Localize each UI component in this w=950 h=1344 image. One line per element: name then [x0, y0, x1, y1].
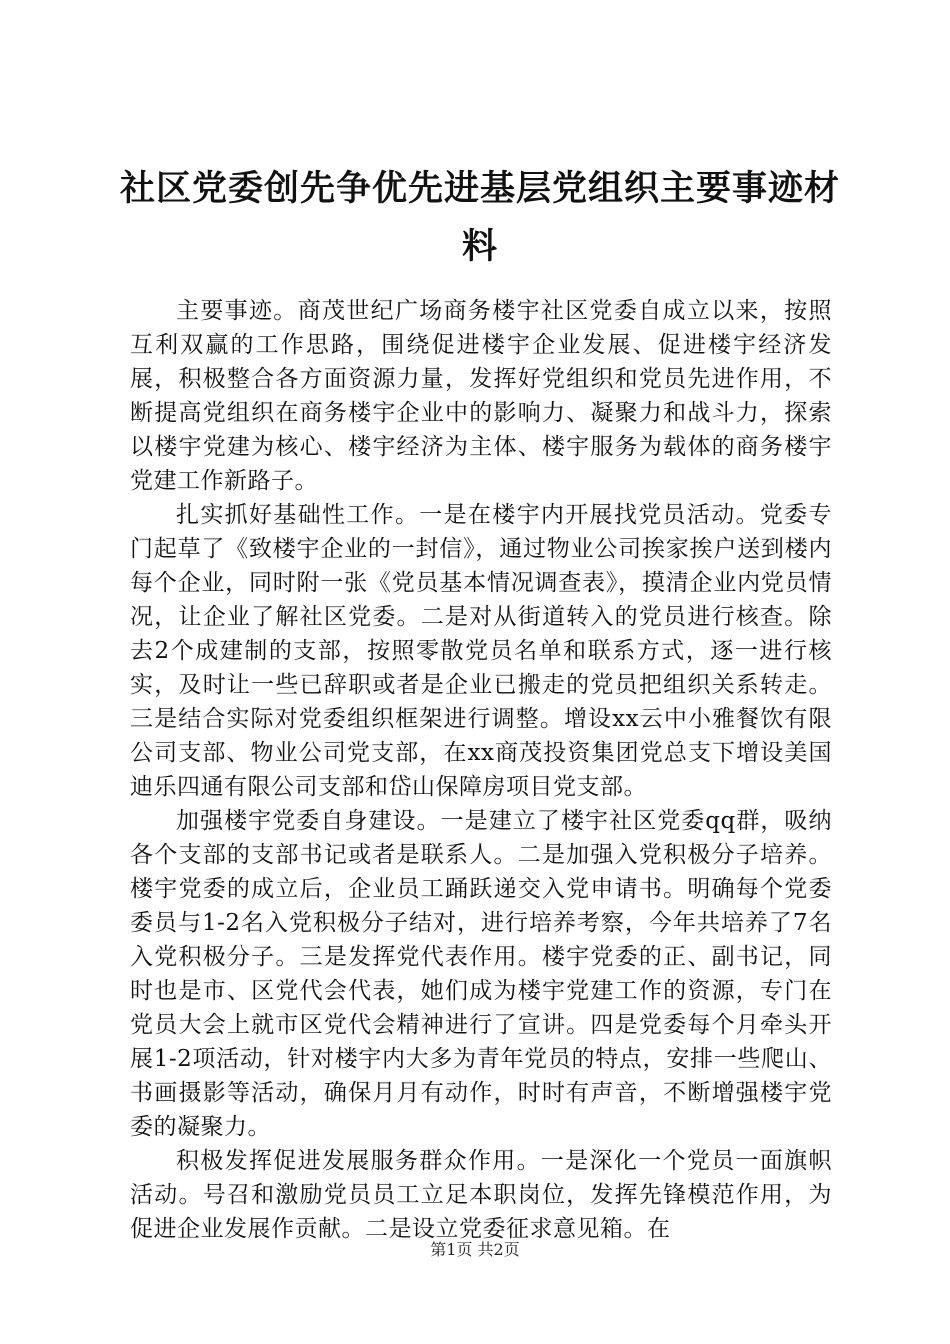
paragraph-main-deeds: 主要事迹。商茂世纪广场商务楼宇社区党委自成立以来，按照互利双赢的工作思路，围绕促进楼宇企业发展、促进楼宇经济发展，积极整合各方面资源力量，发挥好党组织和党员先进作用，不断提高党组织在商务楼宇企业中的影响力、凝聚力和战斗力，探索以楼宇党建为核心、楼宇经济为主体、楼宇服务为载体的商务楼宇党建工作新路子。	[130, 298, 832, 494]
document-body	[130, 294, 832, 1246]
paragraph-basic-work: 扎实抓好基础性工作。一是在楼宇内开展找党员活动。党委专门起草了《致楼宇企业的一封信》，通过物业公司挨家挨户送到楼内每个企业，同时附一张《党员基本情况调查表》，摸清企业内党员情况，让企业了解社区党委。二是对从街道转入的党员进行核查。除去2个成建制的支部，按照零散党员名单和联系方式，逐一进行核实，及时让一些已辞职或者是企业已搬走的党员把组织关系转走。三是结合实际对党委组织框架进行调整。增设xx云中小雅餐饮有限公司支部、物业公司党支部，在xx商茂投资集团党总支下增设美国迪乐四通有限公司支部和岱山保障房项目党支部。	[130, 502, 832, 800]
document-title: 社区党委创先争优先进基层党组织主要事迹材料	[120, 168, 841, 267]
page-number-footer: 第1页 共2页	[430, 1240, 520, 1259]
paragraph-service-role: 积极发挥促进发展服务群众作用。一是深化一个党员一面旗帜活动。号召和激励党员员工立足本职岗位，发挥先锋模范作用，为促进企业发展作贡献。二是设立党委征求意见箱。在	[130, 1148, 832, 1242]
paragraph-self-building: 加强楼宇党委自身建设。一是建立了楼宇社区党委qq群，吸纳各个支部的支部书记或者是联系人。二是加强入党积极分子培养。楼宇党委的成立后，企业员工踊跃递交入党申请书。明确每个党委委员与1-2名入党积极分子结对，进行培养考察，今年共培养了7名入党积极分子。三是发挥党代表作用。楼宇党委的正、副书记，同时也是市、区党代会代表，她们成为楼宇党建工作的资源，专门在党员大会上就市区党代会精神进行了宣讲。四是党委每个月牵头开展1-2项活动，针对楼宇内大多为青年党员的特点，安排一些爬山、书画摄影等活动，确保月月有动作，时时有声音，不断增强楼宇党委的凝聚力。	[130, 808, 832, 1140]
